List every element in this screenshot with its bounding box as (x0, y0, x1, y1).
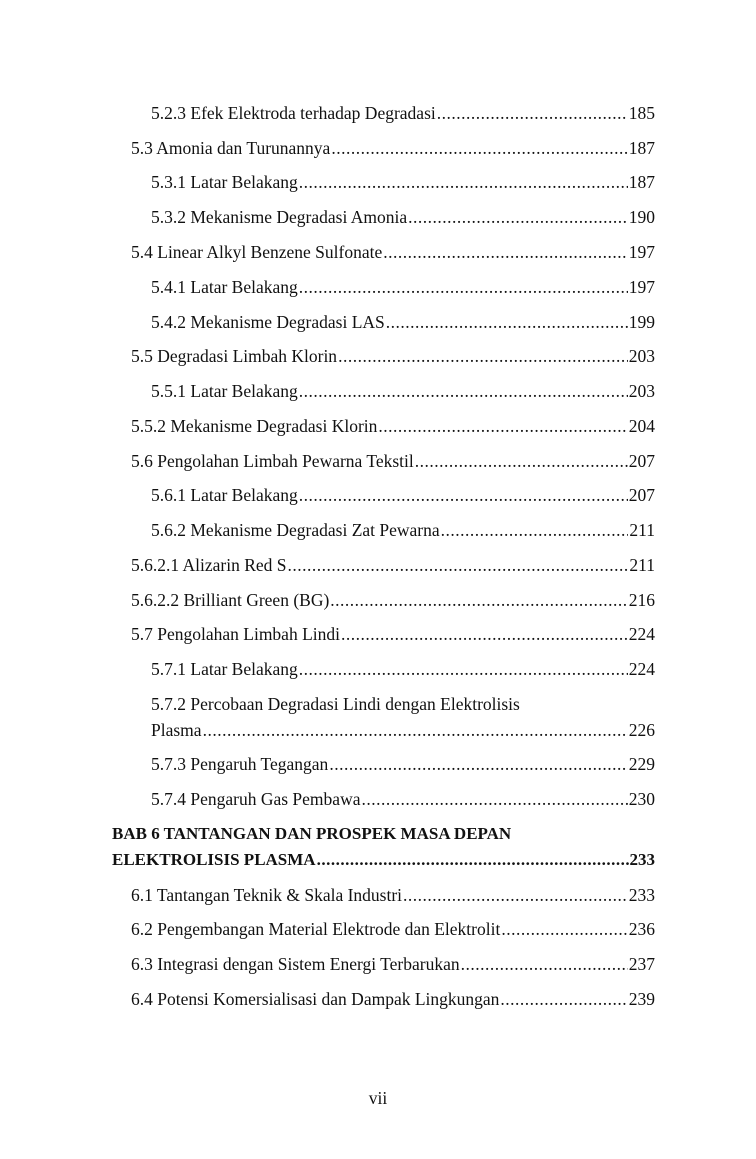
toc-entry-page: 185 (628, 103, 655, 123)
toc-entry-page: 204 (628, 416, 655, 436)
toc-entry-page: 230 (628, 789, 655, 809)
toc-entry-title: 5.6.2.2 Brilliant Green (BG) (131, 590, 330, 610)
toc-leader (331, 137, 627, 159)
chapter-title-line1: BAB 6 TANTANGAN DAN PROSPEK MASA DEPAN (112, 824, 512, 843)
toc-leader (386, 311, 628, 333)
toc-entry-title: 6.1 Tantangan Teknik & Skala Industri (131, 885, 403, 905)
toc-leader (415, 450, 628, 472)
toc-entry-title-line1: 5.7.2 Percobaan Degradasi Lindi dengan Elektrolisis (151, 694, 520, 714)
toc-entry (131, 988, 655, 1010)
toc-entry-page: 187 (628, 172, 655, 192)
toc-leader (437, 102, 628, 124)
toc-entry-page: 190 (628, 207, 655, 227)
toc-entry-title: 5.3 Amonia dan Turunannya (131, 138, 331, 158)
toc-entry-title: 5.2.3 Efek Elektroda terhadap Degradasi (151, 103, 436, 123)
toc-entry (151, 276, 655, 298)
toc-entry (131, 345, 655, 367)
toc-leader (408, 206, 628, 228)
toc-entry-title: 5.5 Degradasi Limbah Klorin (131, 346, 338, 366)
toc-entry-title: 6.2 Pengembangan Material Elektrode dan Elektrolit (131, 919, 501, 939)
toc-entry-title: 5.6.2.1 Alizarin Red S (131, 555, 287, 575)
toc-entry-title: 5.7.4 Pengaruh Gas Pembawa (151, 789, 361, 809)
toc-entry-page: 233 (628, 885, 655, 905)
toc-entry-title: 5.6 Pengolahan Limbah Pewarna Tekstil (131, 451, 414, 471)
toc-entry (131, 450, 655, 472)
toc-entry-page: 236 (628, 919, 655, 939)
toc-entry-page: 197 (628, 277, 655, 297)
toc-entry-title: 5.5.2 Mekanisme Degradasi Klorin (131, 416, 378, 436)
chapter-title-line2: ELEKTROLISIS PLASMA (112, 850, 316, 869)
toc-entry-page: 211 (629, 555, 655, 575)
toc-entry-page: 203 (628, 381, 655, 401)
toc-leader (500, 988, 627, 1010)
toc-entry (151, 484, 655, 506)
toc-entry (151, 380, 655, 402)
toc-leader (441, 519, 629, 541)
toc-entry-page: 187 (628, 138, 655, 158)
toc-entry-page: 207 (628, 451, 655, 471)
toc-entry (131, 415, 655, 437)
toc-entry (131, 241, 655, 263)
toc-entry-page: 224 (628, 624, 655, 644)
toc-entry-title: 5.4.2 Mekanisme Degradasi LAS (151, 312, 385, 332)
toc-entry-title: 6.3 Integrasi dengan Sistem Energi Terbarukan (131, 954, 460, 974)
toc-entry-title: 5.7 Pengolahan Limbah Lindi (131, 624, 340, 644)
toc-leader (338, 345, 628, 367)
toc-entry (131, 554, 655, 576)
toc-entry (151, 753, 655, 775)
toc-leader (461, 953, 628, 975)
toc-leader (203, 719, 628, 741)
toc-entry-title: 5.6.1 Latar Belakang (151, 485, 298, 505)
toc-entry-page: 207 (628, 485, 655, 505)
page-number: vii (368, 1088, 388, 1108)
chapter-entry (112, 849, 655, 871)
toc-entry-title: 5.3.2 Mekanisme Degradasi Amonia (151, 207, 408, 227)
toc-entry-title: 6.4 Potensi Komersialisasi dan Dampak Lingkungan (131, 989, 500, 1009)
toc-entry-title: 5.7.3 Pengaruh Tegangan (151, 754, 329, 774)
toc-entry-title: 5.4.1 Latar Belakang (151, 277, 298, 297)
toc-leader (403, 884, 628, 906)
toc-entry-page: 239 (628, 989, 655, 1009)
toc-entry-title: 5.6.2 Mekanisme Degradasi Zat Pewarna (151, 520, 440, 540)
toc-entry-page: 197 (628, 242, 655, 262)
toc-entry (151, 206, 655, 228)
toc-entry-page: 229 (628, 754, 655, 774)
toc-entry (151, 658, 655, 680)
toc-leader (299, 380, 628, 402)
toc-leader (378, 415, 627, 437)
toc-leader (341, 623, 628, 645)
chapter-page: 233 (629, 850, 655, 869)
toc-leader (299, 276, 628, 298)
toc-leader (299, 658, 628, 680)
toc-entry (151, 171, 655, 193)
toc-entry (151, 102, 655, 124)
toc-entry (131, 884, 655, 906)
toc-entry (131, 589, 655, 611)
toc-leader (383, 241, 628, 263)
toc-entry-title: 5.5.1 Latar Belakang (151, 381, 298, 401)
toc-entry-title: 5.4 Linear Alkyl Benzene Sulfonate (131, 242, 383, 262)
toc-entry (151, 519, 655, 541)
toc-leader (317, 849, 629, 871)
toc-entry-page: 237 (628, 954, 655, 974)
toc-entry-title: 5.3.1 Latar Belakang (151, 172, 298, 192)
toc-leader (299, 171, 628, 193)
toc-leader (361, 788, 627, 810)
toc-entry-page: 216 (628, 590, 655, 610)
toc-leader (299, 484, 628, 506)
toc-entry (131, 918, 655, 940)
toc-entry (131, 137, 655, 159)
toc-leader (330, 589, 627, 611)
toc-leader (329, 753, 627, 775)
toc-entry-title: 5.7.1 Latar Belakang (151, 659, 298, 679)
toc-leader (288, 554, 629, 576)
toc-entry (151, 311, 655, 333)
toc-entry (151, 788, 655, 810)
toc-leader (501, 918, 627, 940)
toc-entry (131, 953, 655, 975)
toc-entry-page: 226 (628, 720, 655, 740)
toc-entry-page: 203 (628, 346, 655, 366)
toc-entry-title-line2: Plasma (151, 720, 202, 740)
toc-entry-page: 199 (628, 312, 655, 332)
toc-entry-page: 211 (629, 520, 655, 540)
toc-entry (151, 719, 655, 741)
toc-entry (131, 623, 655, 645)
toc-entry-page: 224 (628, 659, 655, 679)
